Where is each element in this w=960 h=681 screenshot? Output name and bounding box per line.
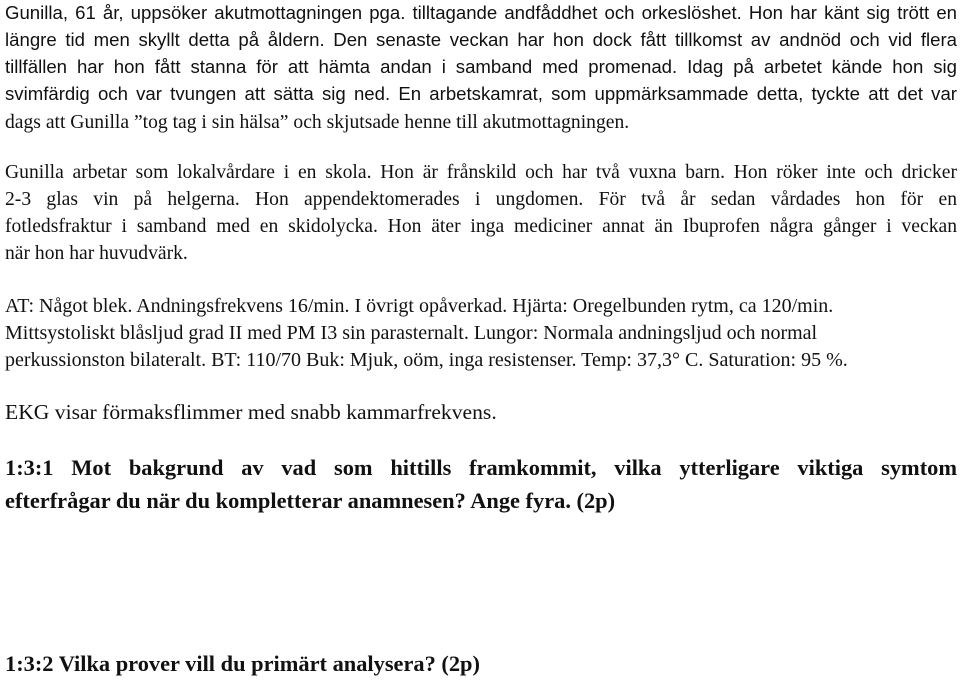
question-2: 1:3:2 Vilka prover vill du primärt analysera? (2p)	[5, 651, 480, 676]
case-intro-line-2: längre tid men skyllt detta på åldern. Den senaste veckan har hon dock fått tillkomst av andnöd och vid flera	[5, 29, 957, 50]
status-line-1: AT: Något blek. Andningsfrekvens 16/min. I övrigt opåverkad. Hjärta: Oregelbunden rytm, ca 120/min.	[5, 295, 834, 317]
social-history-line-2: 2-3 glas vin på helgerna. Hon appendektomerades i ungdomen. För två år sedan vårdades hon för en	[5, 189, 957, 210]
question-1-line-2: efterfrågar du när du kompletterar anamnesen? Ange fyra. (2p)	[5, 488, 616, 513]
status-line-2: Mittsystoliskt blåsljud grad II med PM I3 sin parasternalt. Lungor: Normala andningsljud och normal	[5, 322, 818, 344]
status-line-3: perkussionston bilateralt. BT: 110/70 Buk: Mjuk, oöm, inga resistenser. Temp: 37,3° C. Saturation: 95 %.	[5, 349, 848, 371]
ekg-finding: EKG visar förmaksflimmer med snabb kammarfrekvens.	[5, 400, 497, 424]
case-intro-line-4: svimfärdig och var tvungen att sätta sig ned. En arbetskamrat, som uppmärksammade detta, tyckte att det var	[5, 83, 957, 104]
question-1-line-1: 1:3:1 Mot bakgrund av vad som hittills framkommit, vilka ytterligare viktiga symtom	[5, 455, 957, 480]
case-intro-line-5: dags att Gunilla ”tog tag i sin hälsa” och skjutsade henne till akutmottagningen.	[5, 112, 630, 133]
social-history-line-3: fotledsfraktur i samband med en skidolycka. Hon äter inga mediciner annat än Ibuprofen några gånger i veckan	[5, 216, 957, 237]
social-history-line-1: Gunilla arbetar som lokalvårdare i en skola. Hon är frånskild och har två vuxna barn. Hon röker inte och dricker	[5, 162, 957, 183]
case-intro-line-1: Gunilla, 61 år, uppsöker akutmottagningen pga. tilltagande andfåddhet och orkeslöshet. Hon har känt sig trött en	[5, 2, 957, 23]
social-history-line-4: när hon har huvudvärk.	[5, 243, 188, 264]
case-intro-line-3: tillfällen har hon fått stanna för att hämta andan i samband med promenad. Idag på arbetet kände hon sig	[5, 56, 957, 77]
